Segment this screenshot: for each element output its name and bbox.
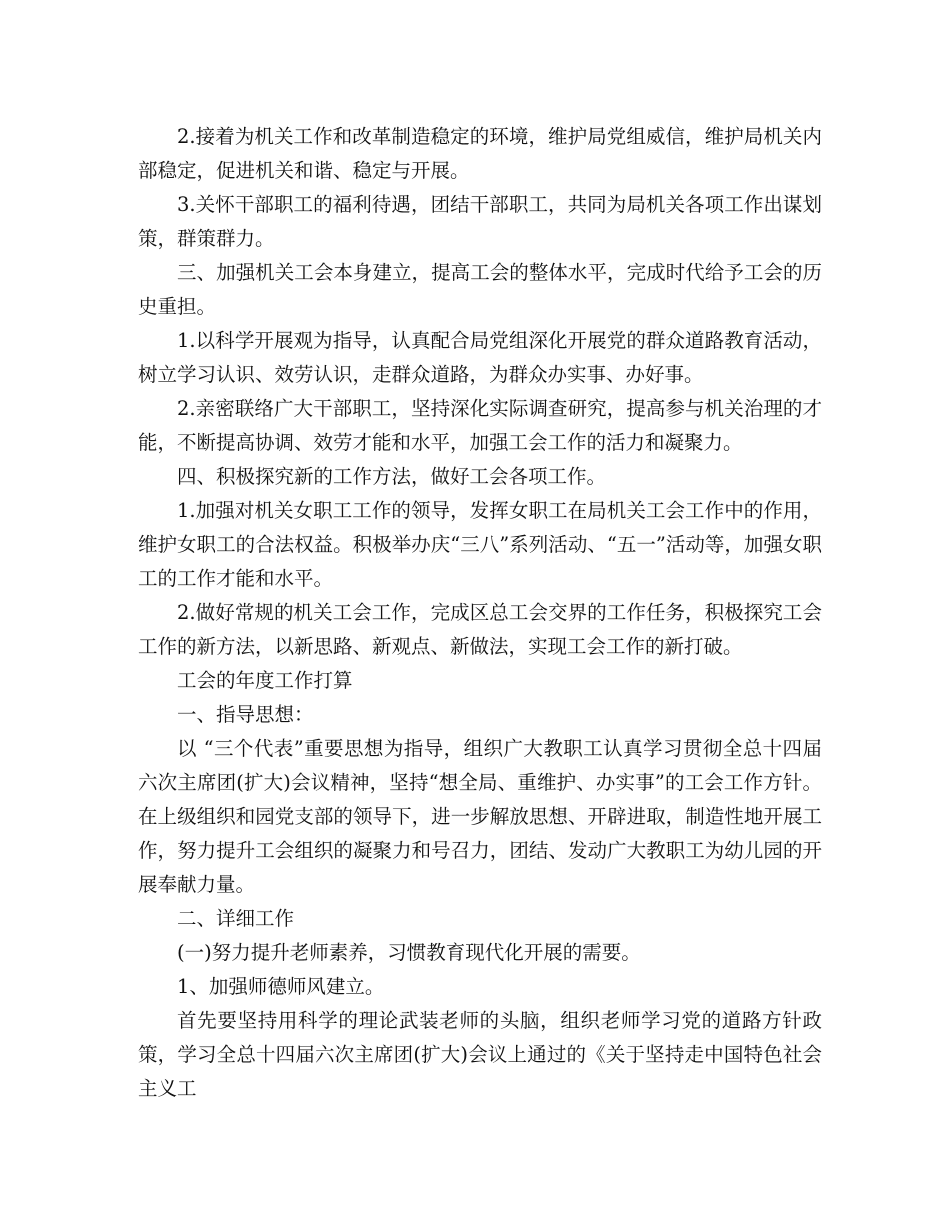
paragraph-item: 1.以科学开展观为指导，认真配合局党组深化开展党的群众道路教育活动，树立学习认识、效劳认识，走群众道路，为群众办实事、办好事。 bbox=[138, 329, 822, 386]
document-body bbox=[138, 120, 822, 1106]
paragraph-item: 2.亲密联络广大干部职工，坚持深化实际调查研究，提高参与机关治理的才能，不断提高协调、效劳才能和水平，加强工会工作的活力和凝聚力。 bbox=[138, 397, 822, 454]
paragraph-item: 以 “三个代表”重要思想为指导，组织广大教职工认真学习贯彻全总十四届六次主席团(扩大)会议精神，坚持“想全局、重维护、办实事”的工会工作方针。在上级组织和园党支部的领导下，进一步解放思想、开辟进取，制造性地开展工作，努力提升工会组织的凝聚力和号召力，团结、发动广大教职工为幼儿园的开展奉献力量。 bbox=[138, 737, 822, 896]
paragraph-item: 2.做好常规的机关工会工作，完成区总工会交界的工作任务，积极探究工会工作的新方法，以新思路、新观点、新做法，实现工会工作的新打破。 bbox=[138, 601, 822, 658]
subsection-heading: 1、加强师德师风建立。 bbox=[177, 975, 385, 998]
paragraph-item: 首先要坚持用科学的理论武装老师的头脑，组织老师学习党的道路方针政策，学习全总十四届六次主席团(扩大)会议上通过的《关于坚持走中国特色社会主义工 bbox=[138, 1009, 822, 1100]
section-heading: 二、详细工作 bbox=[177, 907, 295, 930]
subsection-heading: (一)努力提升老师素养，习惯教育现代化开展的需要。 bbox=[177, 941, 641, 964]
section-heading: 三、加强机关工会本身建立，提高工会的整体水平，完成时代给予工会的历史重担。 bbox=[138, 261, 822, 318]
section-heading: 一、指导思想： bbox=[177, 703, 314, 726]
paragraph-item: 3.关怀干部职工的福利待遇，团结干部职工，共同为局机关各项工作出谋划策，群策群力。 bbox=[138, 193, 822, 250]
paragraph-item: 1.加强对机关女职工工作的领导，发挥女职工在局机关工会工作中的作用，维护女职工的合法权益。积极举办庆“三八”系列活动、“五一”活动等，加强女职工的工作才能和水平。 bbox=[138, 499, 822, 590]
document-subtitle: 工会的年度工作打算 bbox=[177, 669, 353, 692]
paragraph-item: 2.接着为机关工作和改革制造稳定的环境，维护局党组威信，维护局机关内部稳定，促进机关和谐、稳定与开展。 bbox=[138, 125, 822, 182]
section-heading: 四、积极探究新的工作方法，做好工会各项工作。 bbox=[177, 465, 607, 488]
